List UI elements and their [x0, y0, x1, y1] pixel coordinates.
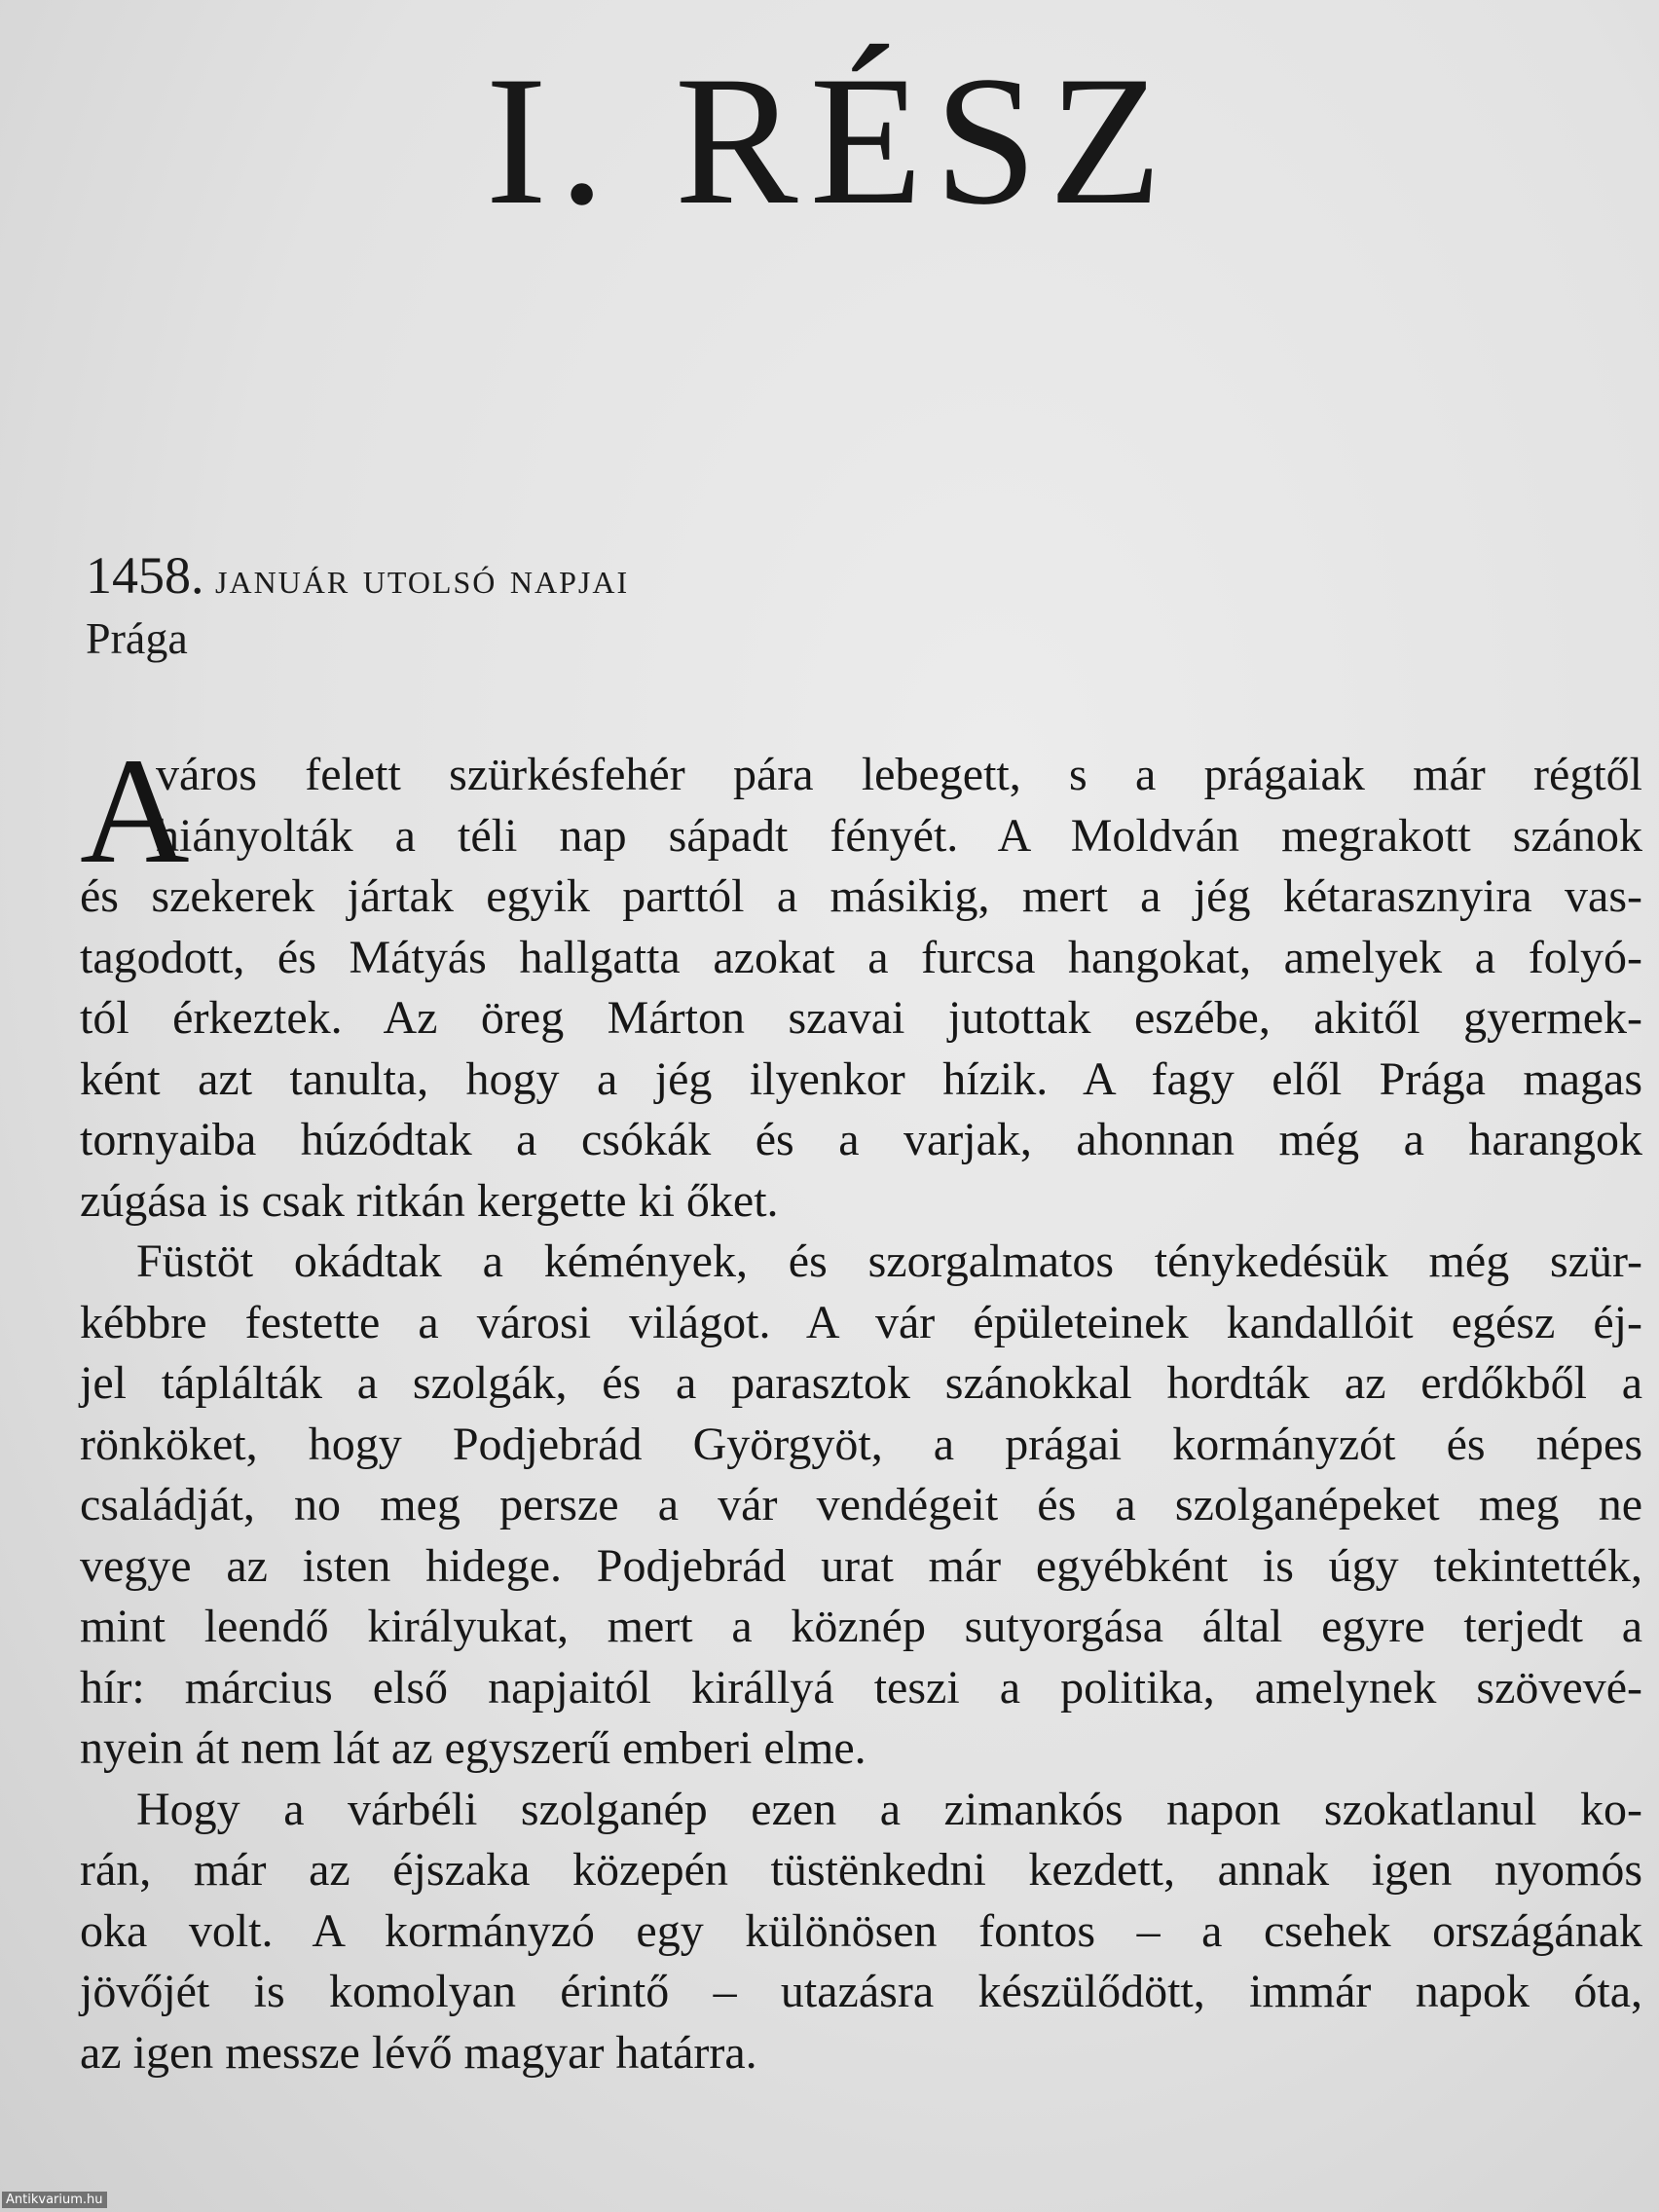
text-line: mint leendő királyukat, mert a köznép sutyorgása által egyre terjedt a [80, 1601, 1642, 1652]
text-line: tagodott, és Mátyás hallgatta azokat a furcsa hangokat, amelyek a folyó- [80, 931, 1642, 983]
text-line: az igen messze lévő magyar határra. [80, 2026, 757, 2079]
text-line: nyein át nem lát az egyszerű emberi elme. [80, 1722, 866, 1774]
text-line: ként azt tanulta, hogy a jég ilyenkor hízik. A fagy elől Prága magas [80, 1052, 1642, 1105]
chapter-date [86, 545, 629, 608]
text-line: kébbre festette a városi világot. A vár épületeinek kandallóit egész éj- [80, 1296, 1642, 1348]
text-line: hír: március első napjaitól királlyá teszi a politika, amelynek szövevé- [80, 1661, 1642, 1714]
text-line: tól érkeztek. Az öreg Márton szavai jutottak eszébe, akitől gyermek- [80, 992, 1642, 1044]
part-title: I. RÉSZ [485, 39, 1174, 243]
text-line: Hogy a várbéli szolganép ezen a zimankós napon szokatlanul ko- [136, 1783, 1642, 1835]
text-line: oka volt. A kormányzó egy különösen fontos – a csehek országának [80, 1904, 1642, 1957]
text-line: családját, no meg persze a vár vendégeit és a szolganépeket meg ne [80, 1479, 1642, 1530]
chapter-date-text: január utolsó napjai [215, 553, 630, 603]
paragraph-2 [80, 1232, 1642, 1780]
chapter-header [86, 545, 629, 669]
text-line: vegye az isten hidege. Podjebrád urat már egyébként is úgy tekintették, [80, 1539, 1642, 1592]
text-line: jövőjét is komolyan érintő – utazásra készülődött, immár napok óta, [80, 1966, 1642, 2017]
text-line: Füstöt okádtak a kémények, és szorgalmatos ténykedésük még szür- [136, 1235, 1642, 1287]
text-line: rán, már az éjszaka közepén tüstënkedni kezdett, annak igen nyomós [80, 1844, 1642, 1896]
chapter-year: 1458. [86, 546, 204, 605]
drop-cap: A [80, 726, 190, 895]
text-line: tornyaiba húzódtak a csókák és a varjak, ahonnan még a harangok [80, 1114, 1642, 1165]
paragraph-3 [80, 1780, 1642, 2084]
text-line: város felett szürkésfehér pára lebegett, s a prágaiak már régtől [156, 749, 1642, 800]
paragraph-1 [80, 726, 1642, 1232]
chapter-place: Prága [86, 613, 188, 663]
text-line: zúgása is csak ritkán kergette ki őket. [80, 1174, 779, 1227]
text-line: rönköket, hogy Podjebrád Györgyöt, a prágai kormányzót és népes [80, 1418, 1642, 1470]
text-line: jel táplálták a szolgák, és a parasztok szánokkal hordták az erdőkből a [80, 1357, 1642, 1409]
text-line: hiányolták a téli nap sápadt fényét. A Moldván megrakott szánok [156, 809, 1642, 862]
text-line: és szekerek jártak egyik parttól a másikig, mert a jég kétarasznyira vas- [80, 870, 1642, 922]
watermark: Antikvarium.hu [2, 2192, 107, 2208]
body-text [80, 726, 1642, 2083]
